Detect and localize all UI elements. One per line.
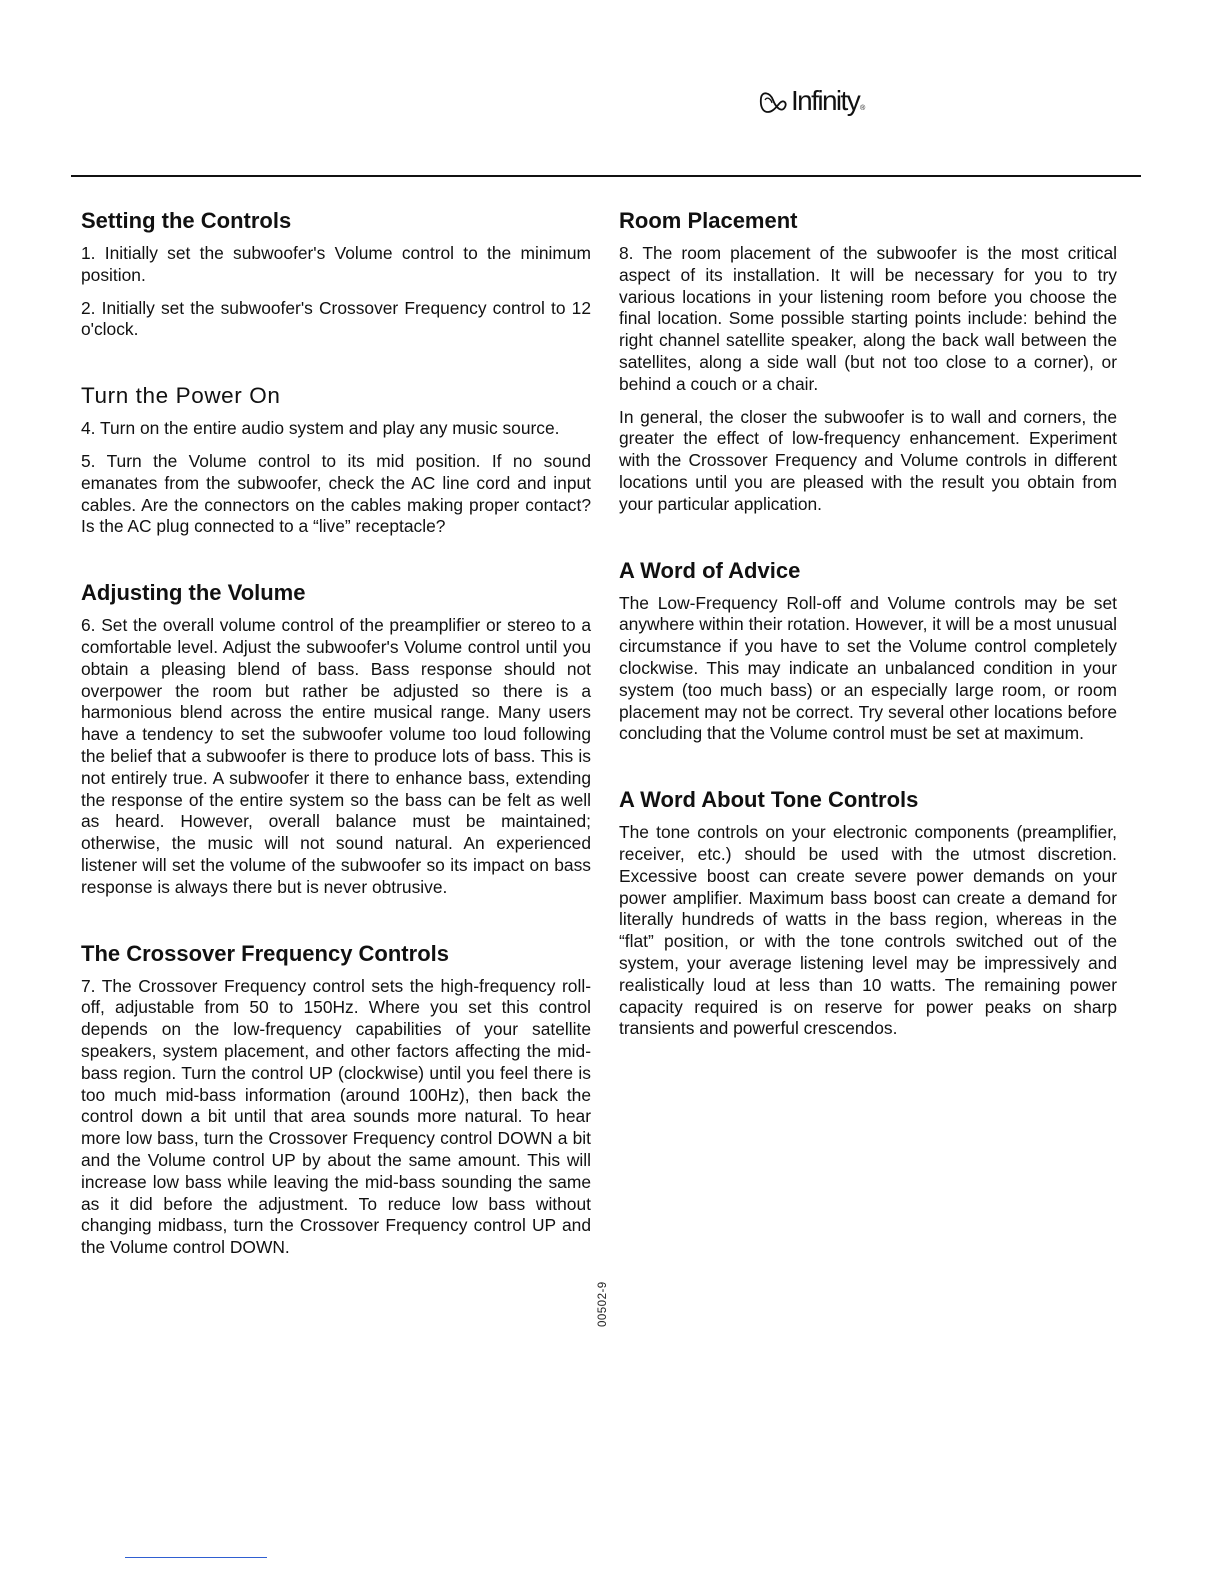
paragraph-4: 4. Turn on the entire audio system and play any music source. xyxy=(81,418,560,439)
paragraph-8: 8. The room placement of the subwoofer is the most critical aspect of its installation. It will be necessary for you to try various locations in your listening room before you choose the final location. Some possible starting points include: behind the right channel satellite speaker, along the back wall between the satellites, along a side wall (but not too close to a corner), or behind a couch or a chair. xyxy=(619,243,1117,394)
section-title-power-on: Turn the Power On xyxy=(81,383,281,409)
header-rule xyxy=(71,175,1141,177)
infinity-logo-icon xyxy=(758,88,790,118)
paragraph-10: The Low-Frequency Roll-off and Volume controls may be set anywhere within their rotation. However, it will be a most unusual circumstance if you have to set the Volume control completely clockwise. This may indicate an unbalanced condition in your system (too much bass) or an especially large room, or room placement may not be correct. Try several other locations before concluding that the Volume control must be set at maximum. xyxy=(619,592,1117,744)
paragraph-2: 2. Initially set the subwoofer's Crossover Frequency control to 12 o'clock. xyxy=(81,297,591,340)
paragraph-6: 6. Set the overall volume control of the preamplifier or stereo to a comfortable level. Adjust the subwoofer's Volume control until you obtain a pleasing blend of bass. Bass response should not overpower the room but rather be adjusted so there is a harmonious blend across the entire musical range. Many users have a tendency to set the subwoofer volume too loud following the belief that a subwoofer is there to produce lots of bass. This is not entirely true. A subwoofer it there to enhance bass, extending the response of the entire system so the bass can be felt as well as heard. However, overall balance must be maintained; otherwise, the music will not sound natural. An experienced listener will set the volume of the subwoofer so its impact on bass response is always there but is never obtrusive. xyxy=(81,615,591,897)
section-title-room-placement: Room Placement xyxy=(619,208,798,233)
section-title-setting-controls: Setting the Controls xyxy=(81,208,292,233)
section-title-tone-controls: A Word About Tone Controls xyxy=(619,787,919,813)
paragraph-5: 5. Turn the Volume control to its mid position. If no sound emanates from the subwoofer, check the AC line cord and input cables. Are the connectors on the cables making proper contact? Is the AC plug connected to a “live” receptacle? xyxy=(81,450,591,537)
registered-mark: ® xyxy=(860,105,866,112)
paragraph-9: In general, the closer the subwoofer is to wall and corners, the greater the effect of low-frequency enhancement. Experiment with the Crossover Frequency and Volume controls in different locations until you are pleased with the result you obtain from your particular application. xyxy=(619,406,1117,514)
section-title-crossover: The Crossover Frequency Controls xyxy=(81,940,449,966)
paragraph-1: 1. Initially set the subwoofer's Volume control to the minimum position. xyxy=(81,243,591,285)
paragraph-11: The tone controls on your electronic components (preamplifier, receiver, etc.) should be used with the utmost discretion. Excessive boost can create severe power demands on your power amplifier. Maximum bass boost can create a demand for literally hundreds of watts in the bass region, whereas in the “flat” position, or with the tone controls switched out of the system, your average listening level may be impressively and realistically loud at less than 10 watts. The remaining power capacity required is on reserve for power peaks on sharp transients and powerful crescendos. xyxy=(619,822,1117,1039)
left-column xyxy=(81,206,591,1259)
paragraph-7: 7. The Crossover Frequency control sets the high-frequency roll-off, adjustable from 50 to 150Hz. Where you set this control depends on the low-frequency capabilities of your satellite speakers, system placement, and other factors affecting the mid-bass region. Turn the control UP (clockwise) until you feel there is too much mid-bass information (around 100Hz), then back the control down a bit until that area sounds more natural. To hear more low bass, turn the Crossover Frequency control DOWN a bit and the Volume control UP by about the same amount. This will increase low bass while leaving the mid-bass sounding the same as it did before the adjustment. To reduce low bass without changing midbass, turn the Crossover Frequency control UP and the Volume control DOWN. xyxy=(81,975,591,1258)
brand-logo xyxy=(758,78,865,118)
section-title-word-of-advice: A Word of Advice xyxy=(619,557,801,583)
brand-name: Infinity xyxy=(791,85,860,116)
document-code: 00502-9 xyxy=(597,1281,609,1327)
section-title-adjusting-volume: Adjusting the Volume xyxy=(81,580,306,606)
right-column xyxy=(619,206,1117,1040)
bottom-rule xyxy=(125,1557,267,1558)
